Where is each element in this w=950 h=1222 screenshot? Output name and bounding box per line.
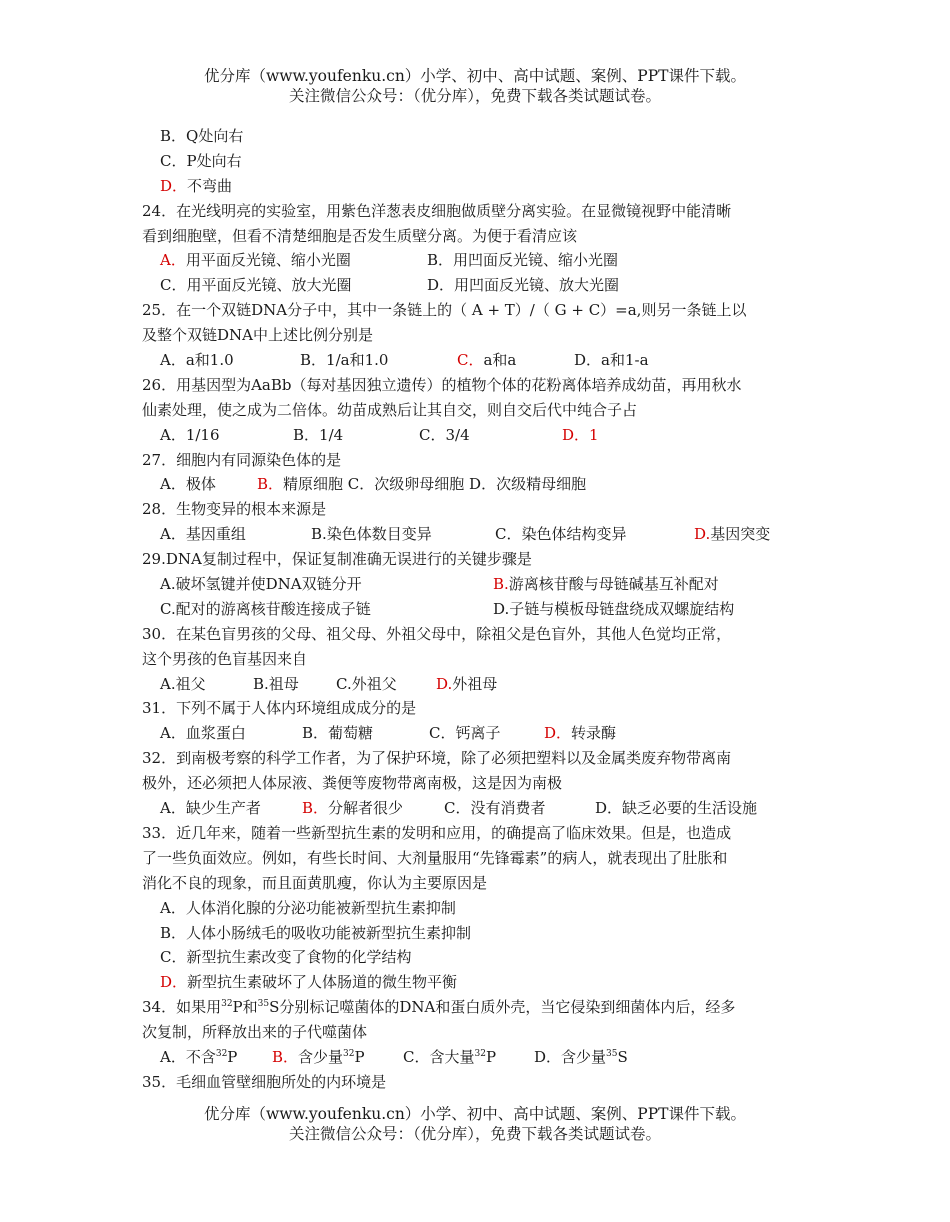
text-run: 精原细胞 C．次级卵母细胞 D．次级精母细胞: [283, 475, 587, 494]
line-segment: [142, 224, 577, 249]
line-segment: [142, 373, 742, 398]
text-run: A．缺少生产者: [160, 799, 261, 818]
text-run: 新型抗生素破坏了人体肠道的微生物平衡: [187, 973, 458, 992]
line-segment: [562, 423, 599, 448]
text-run: A．极体: [160, 475, 216, 494]
text-run: B．葡萄糖: [302, 724, 374, 743]
question-line: [142, 771, 812, 796]
line-segment: [142, 771, 562, 796]
line-segment: [300, 348, 388, 373]
text-run: 34．如果用: [142, 998, 222, 1017]
question-line: [142, 970, 812, 995]
line-segment: [142, 1020, 367, 1045]
text-run: 消化不良的现象，而且面黄肌瘦，你认为主要原因是: [142, 873, 488, 892]
answer-letter: D.: [694, 525, 711, 544]
line-segment: [160, 597, 371, 622]
text-run: C．新型抗生素改变了食物的化学结构: [160, 948, 412, 967]
text-run: C．含大量: [403, 1047, 475, 1066]
question-line: [142, 921, 812, 946]
line-segment: [142, 398, 637, 423]
text-run: A．a和1.0: [160, 351, 234, 370]
answer-letter: D．: [544, 724, 572, 743]
question-line: [142, 647, 812, 672]
text-run: 极外，还必须把人体尿液、粪便等废物带离南极，这是因为南极: [142, 774, 563, 793]
text-run: 用平面反光镜、缩小光圈: [185, 251, 351, 270]
line-segment: [142, 547, 532, 572]
text-run: 28．生物变异的根本来源是: [142, 500, 327, 519]
line-segment: [493, 572, 719, 597]
line-segment: [160, 423, 220, 448]
line-segment: [534, 1045, 628, 1070]
text-run: A．人体消化腺的分泌功能被新型抗生素抑制: [160, 898, 456, 917]
line-segment: [429, 721, 500, 746]
text-run: A.祖父: [160, 674, 206, 693]
text-run: 26．用基因型为AaBb（每对基因独立遗传）的植物个体的花粉离体培养成幼苗，再用秋水: [142, 375, 742, 394]
answer-letter: D．: [160, 176, 188, 195]
line-segment: [574, 348, 649, 373]
text-run: 35．毛细血管壁细胞所处的内环境是: [142, 1072, 387, 1091]
text-run: C.外祖父: [336, 674, 397, 693]
line-segment: [427, 248, 618, 273]
text-run: A.破坏氢键并使DNA双链分开: [160, 575, 362, 594]
text-run: C．3/4: [419, 425, 470, 444]
superscript: 32: [343, 1048, 355, 1059]
line-segment: [311, 522, 432, 547]
question-line: [142, 896, 812, 921]
line-segment: [160, 522, 246, 547]
line-segment: [160, 472, 216, 497]
text-run: P和: [232, 998, 258, 1017]
question-line: [142, 547, 812, 572]
answer-letter: B．: [302, 799, 329, 818]
question-line: [142, 721, 812, 746]
answer-letter: D．1: [562, 425, 599, 444]
line-segment: [694, 522, 770, 547]
text-run: 32．到南极考察的科学工作者，为了保护环境，除了必须把塑料以及金属类废弃物带离南: [142, 749, 732, 768]
text-run: 了一些负面效应。例如，有些长时间、大剂量服用“先锋霉素”的病人，就表现出了肚胀和: [142, 848, 728, 867]
superscript: 35: [606, 1048, 618, 1059]
line-segment: [142, 846, 727, 871]
question-line: [142, 746, 812, 771]
question-line: [142, 323, 812, 348]
text-run: 基因突变: [710, 525, 771, 544]
question-line: [142, 423, 812, 448]
line-segment: [272, 1045, 365, 1070]
question-line: [142, 448, 812, 473]
text-run: 分解者很少: [328, 799, 404, 818]
text-run: D.子链与模板母链盘绕成双螺旋结构: [493, 599, 735, 618]
text-run: A．血浆蛋白: [160, 724, 246, 743]
line-segment: [257, 472, 586, 497]
line-segment: [142, 1070, 386, 1095]
line-segment: [436, 672, 497, 697]
footer-line-1: 优分库（www.youfenku.cn）小学、初中、高中试题、案例、PPT课件下载。: [203, 1105, 747, 1123]
text-run: 次复制，所释放出来的子代噬菌体: [142, 1023, 368, 1042]
question-line: [142, 273, 812, 298]
text-run: 仙素处理，使之成为二倍体。幼苗成熟后让其自交，则自交后代中纯合子占: [142, 400, 638, 419]
question-line: [142, 149, 812, 174]
line-segment: [403, 1045, 496, 1070]
text-run: C．P处向右: [160, 151, 242, 170]
line-segment: [419, 423, 470, 448]
text-run: 33．近几年来，随着一些新型抗生素的发明和应用，的确提高了临床效果。但是，也造成: [142, 823, 732, 842]
text-run: A．不含: [160, 1047, 216, 1066]
text-run: 看到细胞壁，但看不清楚细胞是否发生质壁分离。为便于看清应该: [142, 226, 578, 245]
text-run: 27．细胞内有同源染色体的是: [142, 450, 342, 469]
question-line: [142, 597, 812, 622]
text-run: B.染色体数目变异: [311, 525, 432, 544]
text-run: B．Q处向右: [160, 127, 244, 145]
page-header: [0, 66, 950, 106]
line-segment: [495, 522, 626, 547]
text-run: B.祖母: [253, 674, 299, 693]
text-run: D．用凹面反光镜、放大光圈: [427, 276, 620, 295]
line-segment: [160, 1045, 237, 1070]
line-segment: [142, 448, 341, 473]
line-segment: [160, 796, 261, 821]
question-line: [142, 871, 812, 896]
answer-letter: D．: [160, 973, 188, 992]
answer-letter: C．: [457, 351, 484, 370]
header-line-2: 关注微信公众号：（优分库），免费下载各类试题试卷。: [288, 87, 661, 105]
line-segment: [160, 921, 471, 946]
text-run: 不弯曲: [187, 176, 233, 195]
question-line: [142, 846, 812, 871]
line-segment: [160, 248, 351, 273]
line-segment: [302, 796, 403, 821]
line-segment: [160, 672, 206, 697]
line-segment: [336, 672, 397, 697]
text-run: 24．在光线明亮的实验室，用紫色洋葱表皮细胞做质壁分离实验。在显微镜视野中能清晰: [142, 201, 732, 220]
text-run: a和a: [483, 351, 517, 370]
header-line-1: 优分库（www.youfenku.cn）小学、初中、高中试题、案例、PPT课件下载。: [203, 67, 747, 85]
line-segment: [142, 622, 731, 647]
footer-line-2: 关注微信公众号：（优分库），免费下载各类试题试卷。: [288, 1125, 661, 1143]
text-run: C．钙离子: [429, 724, 501, 743]
line-segment: [142, 821, 731, 846]
answer-letter: B．: [257, 475, 284, 494]
line-segment: [142, 871, 487, 896]
superscript: 32: [215, 1048, 228, 1059]
text-run: B．用凹面反光镜、缩小光圈: [427, 251, 619, 270]
question-line: [142, 696, 812, 721]
line-segment: [142, 323, 373, 348]
text-run: P: [485, 1047, 497, 1066]
question-line: [142, 174, 812, 199]
page-footer: [0, 1104, 950, 1144]
text-run: B．人体小肠绒毛的吸收功能被新型抗生素抑制: [160, 923, 472, 942]
text-run: S: [617, 1047, 628, 1066]
text-run: C．没有消费者: [444, 799, 546, 818]
question-line: [142, 497, 812, 522]
text-run: 25．在一个双链DNA分子中，其中一条链上的（ A + T）/（ G + C）=a,则另一条链上以: [142, 301, 747, 320]
line-segment: [253, 672, 299, 697]
question-line: [142, 622, 812, 647]
question-line: [142, 248, 812, 273]
question-line: [142, 672, 812, 697]
line-segment: [142, 647, 307, 672]
text-run: C．用平面反光镜、放大光圈: [160, 276, 352, 295]
text-run: 转录酶: [571, 724, 617, 743]
line-segment: [160, 348, 234, 373]
text-run: D．a和1-a: [574, 351, 649, 370]
text-run: C.配对的游离核苷酸连接成子链: [160, 599, 371, 618]
question-line: [142, 1070, 812, 1095]
line-segment: [142, 298, 746, 323]
line-segment: [160, 149, 242, 174]
line-segment: [160, 273, 351, 298]
text-run: B．1/4: [293, 425, 344, 444]
line-segment: [160, 945, 411, 970]
superscript: 32: [474, 1048, 486, 1059]
superscript: 32: [221, 999, 233, 1010]
text-run: D．含少量: [534, 1047, 607, 1066]
text-run: 外祖母: [452, 674, 498, 693]
superscript: 35: [257, 999, 270, 1010]
text-run: D．缺乏必要的生活设施: [595, 799, 758, 818]
question-line: [142, 796, 812, 821]
question-content: [142, 124, 812, 1095]
line-segment: [302, 721, 373, 746]
text-run: C．染色体结构变异: [495, 525, 627, 544]
question-line: [142, 398, 812, 423]
line-segment: [142, 696, 416, 721]
line-segment: [160, 572, 362, 597]
text-run: 31．下列不属于人体内环境组成成分的是: [142, 699, 417, 718]
line-segment: [427, 273, 619, 298]
line-segment: [293, 423, 343, 448]
line-segment: [457, 348, 516, 373]
answer-letter: A．: [160, 251, 186, 270]
question-line: [142, 348, 812, 373]
text-run: P: [227, 1047, 238, 1066]
line-segment: [142, 746, 731, 771]
line-segment: [595, 796, 757, 821]
text-run: B．1/a和1.0: [300, 351, 389, 370]
line-segment: [444, 796, 545, 821]
question-line: [142, 373, 812, 398]
text-run: 29.DNA复制过程中，保证复制准确无误进行的关键步骤是: [142, 550, 532, 569]
question-line: [142, 945, 812, 970]
question-line: [142, 1045, 812, 1070]
text-run: 30．在某色盲男孩的父母、祖父母、外祖父母中，除祖父是色盲外，其他人色觉均正常，: [142, 624, 732, 643]
question-line: [142, 1020, 812, 1045]
text-run: S分别标记噬菌体的DNA和蛋白质外壳，当它侵染到细菌体内后，经多: [269, 998, 736, 1017]
answer-letter: B．: [272, 1047, 299, 1066]
text-run: 游离核苷酸与母链碱基互补配对: [508, 575, 719, 594]
answer-letter: B.: [493, 575, 509, 594]
line-segment: [544, 721, 616, 746]
line-segment: [142, 995, 735, 1020]
question-line: [142, 124, 812, 149]
text-run: 这个男孩的色盲基因来自: [142, 649, 308, 668]
question-line: [142, 572, 812, 597]
question-line: [142, 224, 812, 249]
question-line: [142, 995, 812, 1020]
question-line: [142, 199, 812, 224]
line-segment: [160, 721, 246, 746]
line-segment: [160, 970, 457, 995]
line-segment: [160, 174, 232, 199]
answer-letter: D.: [436, 674, 453, 693]
text-run: 及整个双链DNA中上述比例分别是: [142, 326, 373, 345]
text-run: A．基因重组: [160, 525, 246, 544]
line-segment: [160, 896, 456, 921]
question-line: [142, 522, 812, 547]
line-segment: [142, 497, 326, 522]
question-line: [142, 821, 812, 846]
text-run: A．1/16: [160, 425, 220, 444]
line-segment: [160, 124, 243, 149]
line-segment: [142, 199, 731, 224]
line-segment: [493, 597, 734, 622]
text-run: P: [354, 1047, 365, 1066]
question-line: [142, 298, 812, 323]
text-run: 含少量: [298, 1047, 344, 1066]
question-line: [142, 472, 812, 497]
